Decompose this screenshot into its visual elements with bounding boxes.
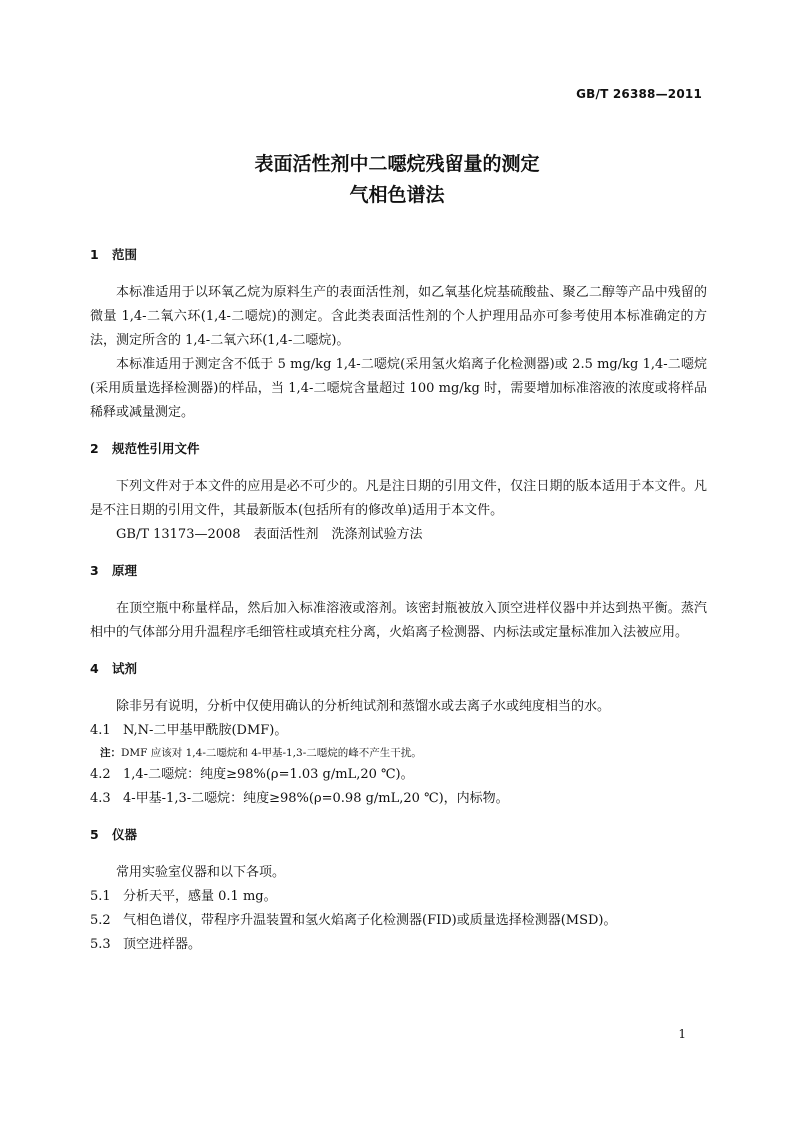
document-subtitle: 气相色谱法 [349, 184, 445, 206]
section-title: 原理 [112, 563, 138, 578]
section-number: 4 [90, 661, 99, 676]
reagent-item [90, 719, 707, 743]
scope-paragraph-2: 本标准适用于测定含不低于 5 mg/kg 1,4-二噁烷(采用氢火焰离子化检测器)或 2.5 mg/kg 1,4-二噁烷(采用质量选择检测器)的样品，当 1,4-二噁烷含量超过 100 mg/kg 时，需要增加标准溶液的浓度或将样品稀释或减量测定。 [90, 357, 707, 420]
section-number: 5 [90, 827, 99, 842]
section-number: 3 [90, 563, 99, 578]
reagents-paragraph: 除非另有说明，分析中仅使用确认的分析纯试剂和蒸馏水或去离子水或纯度相当的水。 [116, 699, 611, 714]
scope-paragraph-1: 本标准适用于以环氧乙烷为原料生产的表面活性剂，如乙氧基化烷基硫酸盐、聚乙二醇等产品中残留的微量 1,4-二氧六环(1,4-二噁烷)的测定。含此类表面活性剂的个人护理用品亦可参考使用本标准确定的方法，测定所含的 1,4-二氧六环(1,4-二噁烷)。 [90, 285, 707, 348]
section-title: 仪器 [112, 827, 138, 842]
note-text: DMF 应该对 1,4-二噁烷和 4-甲基-1,3-二噁烷的峰不产生干扰。 [121, 747, 422, 759]
item-number: 5.2 [90, 913, 111, 928]
principle-paragraph: 在顶空瓶中称量样品，然后加入标准溶液或溶剂。该密封瓶被放入顶空进样仪器中并达到热平衡。蒸汽相中的气体部分用升温程序毛细管柱或填充柱分离，火焰离子检测器、内标法或定量标准加入法被应用。 [90, 601, 707, 640]
section-heading-normative-references [90, 437, 707, 461]
references-paragraph: 下列文件对于本文件的应用是必不可少的。凡是注日期的引用文件，仅注日期的版本适用于本文件。凡是不注日期的引用文件，其最新版本(包括所有的修改单)适用于本文件。 [90, 479, 707, 518]
item-text: 气相色谱仪，带程序升温装置和氢火焰离子化检测器(FID)或质量选择检测器(MSD)。 [123, 913, 617, 928]
section-number: 2 [90, 441, 99, 456]
reagent-note [90, 743, 707, 763]
document-title: 表面活性剂中二噁烷残留量的测定 [254, 153, 540, 175]
apparatus-item [90, 885, 707, 909]
item-text: 4-甲基-1,3-二噁烷：纯度≥98%(ρ=0.98 g/mL,20 ℃)，内标物。 [123, 791, 509, 806]
standard-code: GB/T 26388—2011 [576, 87, 702, 101]
item-text: N,N-二甲基甲酰胺(DMF)。 [123, 723, 288, 738]
section-heading-apparatus [90, 823, 707, 847]
section-title: 试剂 [112, 661, 138, 676]
section-title: 范围 [112, 247, 138, 262]
note-label: 注： [100, 747, 121, 759]
document-body [90, 243, 707, 957]
item-number: 5.3 [90, 937, 111, 952]
item-number: 4.3 [90, 791, 111, 806]
apparatus-item [90, 909, 707, 933]
item-number: 4.1 [90, 723, 111, 738]
section-number: 1 [90, 247, 99, 262]
item-text: 顶空进样器。 [123, 937, 202, 952]
section-title: 规范性引用文件 [112, 441, 200, 456]
section-heading-principle [90, 559, 707, 583]
item-number: 5.1 [90, 889, 111, 904]
reagent-item [90, 787, 707, 811]
section-heading-scope [90, 243, 707, 267]
item-text: 1,4-二噁烷：纯度≥98%(ρ=1.03 g/mL,20 ℃)。 [123, 767, 414, 782]
apparatus-item [90, 933, 707, 957]
reagent-item [90, 763, 707, 787]
item-number: 4.2 [90, 767, 111, 782]
item-text: 分析天平，感量 0.1 mg。 [123, 889, 277, 904]
apparatus-paragraph: 常用实验室仪器和以下各项。 [116, 865, 286, 880]
reference-item: GB/T 13173—2008 表面活性剂 洗涤剂试验方法 [116, 527, 423, 542]
section-heading-reagents [90, 657, 707, 681]
page-number: 1 [678, 1027, 686, 1041]
